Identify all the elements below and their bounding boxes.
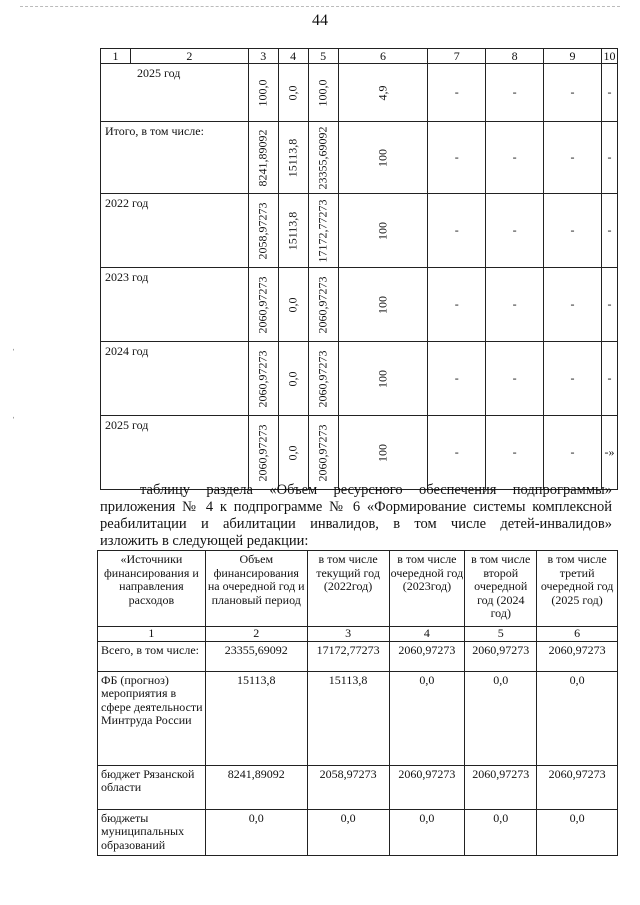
rotated-value: 100 — [375, 148, 390, 167]
amount-cell: 17172,77273 — [307, 641, 389, 671]
amount-cell: 2060,97273 — [465, 765, 537, 809]
amount-cell: 0,0 — [307, 809, 389, 855]
percent-cell — [338, 194, 428, 268]
column-number-row — [98, 627, 618, 642]
dash-cell: - — [601, 64, 617, 122]
dash-cell: - — [544, 342, 602, 416]
paragraph-line: реабилитации и абилитации инвалидов, в том числе детей-инвалидов» — [100, 516, 612, 532]
value-cell-c5 — [308, 268, 338, 342]
amount-cell: 0,0 — [537, 809, 618, 855]
column-number: 6 — [338, 49, 428, 64]
dash-cell: - — [601, 122, 617, 194]
value-cell-c5 — [308, 194, 338, 268]
value-cell-c4 — [278, 194, 308, 268]
dash-cell: - — [428, 64, 486, 122]
dash-cell: - — [486, 416, 544, 490]
paragraph-line: изложить в следующей редакции: — [100, 533, 309, 549]
dash-cell: - — [428, 342, 486, 416]
rotated-value: 8241,89092 — [255, 129, 270, 186]
dash-cell: - — [601, 342, 617, 416]
rotated-value: 100,0 — [315, 79, 330, 106]
upper-table-row — [101, 342, 618, 416]
value-cell-c5 — [308, 122, 338, 194]
dash-cell: -» — [601, 416, 617, 490]
rotated-value: 2058,97273 — [255, 202, 270, 259]
source-label: бюджеты муниципальных образований — [98, 809, 206, 855]
dash-cell: - — [486, 268, 544, 342]
percent-cell — [338, 416, 428, 490]
dash-cell: - — [486, 194, 544, 268]
column-header: Объем финансирования на очередной год и плановый период — [205, 551, 307, 627]
column-number: 3 — [307, 627, 389, 642]
rotated-value: 17172,77273 — [315, 199, 330, 262]
rotated-value: 100,0 — [255, 79, 270, 106]
rotated-value: 100 — [375, 369, 390, 388]
row-label: 2025 год — [101, 416, 249, 490]
dash-cell: - — [544, 122, 602, 194]
lower-table — [97, 550, 618, 856]
rotated-value: 15113,8 — [285, 138, 300, 177]
rotated-value: 23355,69092 — [315, 126, 330, 189]
column-number: 3 — [248, 49, 278, 64]
amount-cell: 2060,97273 — [537, 765, 618, 809]
rotated-value: 0,0 — [285, 297, 300, 312]
value-cell-c4 — [278, 64, 308, 122]
value-cell-c3 — [248, 342, 278, 416]
amount-cell: 0,0 — [389, 671, 465, 765]
percent-cell — [338, 122, 428, 194]
paragraph-line: приложения № 4 к подпрограмме № 6 «Формирование системы комплексной — [100, 499, 612, 515]
rotated-value: 2060,97273 — [315, 350, 330, 407]
margin-mark: ˌ — [12, 340, 16, 351]
value-cell-c3 — [248, 194, 278, 268]
column-number: 5 — [465, 627, 537, 642]
column-number: 1 — [98, 627, 206, 642]
dash-cell: - — [486, 342, 544, 416]
source-label: ФБ (прогноз) мероприятия в сфере деятельности Минтруда России — [98, 671, 206, 765]
percent-cell — [338, 342, 428, 416]
dash-cell: - — [486, 122, 544, 194]
value-cell-c5 — [308, 416, 338, 490]
dash-cell: - — [428, 416, 486, 490]
column-number: 2 — [130, 49, 248, 64]
rotated-value: 100 — [375, 295, 390, 314]
column-number: 7 — [428, 49, 486, 64]
lower-table-row — [98, 641, 618, 671]
column-number: 5 — [308, 49, 338, 64]
value-cell-c5 — [308, 64, 338, 122]
value-cell-c4 — [278, 416, 308, 490]
dash-cell: - — [544, 194, 602, 268]
dash-cell: - — [428, 194, 486, 268]
column-header: в том числе второй очередной год (2024 год) — [465, 551, 537, 627]
amount-cell: 15113,8 — [307, 671, 389, 765]
amount-cell: 2058,97273 — [307, 765, 389, 809]
rotated-value: 0,0 — [285, 85, 300, 100]
source-label: Всего, в том числе: — [98, 641, 206, 671]
rotated-value: 2060,97273 — [315, 424, 330, 481]
upper-table-row — [101, 194, 618, 268]
column-number: 4 — [278, 49, 308, 64]
rotated-value: 2060,97273 — [255, 424, 270, 481]
amount-cell: 0,0 — [537, 671, 618, 765]
scan-top-edge — [20, 6, 620, 7]
column-number: 9 — [544, 49, 602, 64]
column-number: 8 — [486, 49, 544, 64]
column-number: 10 — [601, 49, 617, 64]
value-cell-c4 — [278, 268, 308, 342]
rotated-value: 100 — [375, 443, 390, 462]
amount-cell: 2060,97273 — [389, 641, 465, 671]
row-label: 2023 год — [101, 268, 249, 342]
page-number: 44 — [312, 12, 328, 29]
lower-header-row — [98, 551, 618, 627]
dash-cell: - — [486, 64, 544, 122]
row-label: 2025 год — [101, 64, 249, 122]
amount-cell: 2060,97273 — [389, 765, 465, 809]
amount-cell: 2060,97273 — [465, 641, 537, 671]
dash-cell: - — [428, 122, 486, 194]
column-number: 2 — [205, 627, 307, 642]
column-header: «Источники финансирования и направления расходов — [98, 551, 206, 627]
rotated-value: 2060,97273 — [315, 276, 330, 333]
value-cell-c4 — [278, 342, 308, 416]
rotated-value: 0,0 — [285, 371, 300, 386]
percent-cell — [338, 268, 428, 342]
source-label: бюджет Рязанской области — [98, 765, 206, 809]
value-cell-c5 — [308, 342, 338, 416]
amount-cell: 15113,8 — [205, 671, 307, 765]
dash-cell: - — [544, 268, 602, 342]
amount-cell: 8241,89092 — [205, 765, 307, 809]
amount-cell: 0,0 — [389, 809, 465, 855]
margin-mark: ˌ — [12, 408, 16, 419]
amount-cell: 23355,69092 — [205, 641, 307, 671]
amount-cell: 0,0 — [205, 809, 307, 855]
value-cell-c3 — [248, 416, 278, 490]
dash-cell: - — [428, 268, 486, 342]
rotated-value: 15113,8 — [285, 211, 300, 250]
rotated-value: 4,9 — [375, 85, 390, 100]
column-number: 1 — [101, 49, 131, 64]
dash-cell: - — [601, 194, 617, 268]
lower-table-row — [98, 809, 618, 855]
row-label: 2022 год — [101, 194, 249, 268]
upper-table — [100, 48, 618, 490]
value-cell-c4 — [278, 122, 308, 194]
upper-table-row — [101, 416, 618, 490]
instruction-paragraph — [100, 482, 612, 550]
column-header: в том числе текущий год (2022год) — [307, 551, 389, 627]
rotated-value: 0,0 — [285, 445, 300, 460]
rotated-value: 100 — [375, 221, 390, 240]
upper-table-row — [101, 268, 618, 342]
paragraph-line: таблицу раздела «Объем ресурсного обеспечения подпрограммы» — [140, 482, 612, 498]
value-cell-c3 — [248, 122, 278, 194]
column-number: 6 — [537, 627, 618, 642]
value-cell-c3 — [248, 268, 278, 342]
lower-table-row — [98, 765, 618, 809]
column-header: в том числе третий очередной год (2025 год) — [537, 551, 618, 627]
dash-cell: - — [601, 268, 617, 342]
upper-table-row — [101, 64, 618, 122]
row-label: 2024 год — [101, 342, 249, 416]
value-cell-c3 — [248, 64, 278, 122]
rotated-value: 2060,97273 — [255, 350, 270, 407]
rotated-value: 2060,97273 — [255, 276, 270, 333]
amount-cell: 0,0 — [465, 809, 537, 855]
upper-table-row — [101, 122, 618, 194]
column-number: 4 — [389, 627, 465, 642]
dash-cell: - — [544, 64, 602, 122]
lower-table-row — [98, 671, 618, 765]
upper-header-row — [101, 49, 618, 64]
dash-cell: - — [544, 416, 602, 490]
percent-cell — [338, 64, 428, 122]
amount-cell: 0,0 — [465, 671, 537, 765]
amount-cell: 2060,97273 — [537, 641, 618, 671]
column-header: в том числе очередной год (2023год) — [389, 551, 465, 627]
row-label: Итого, в том числе: — [101, 122, 249, 194]
